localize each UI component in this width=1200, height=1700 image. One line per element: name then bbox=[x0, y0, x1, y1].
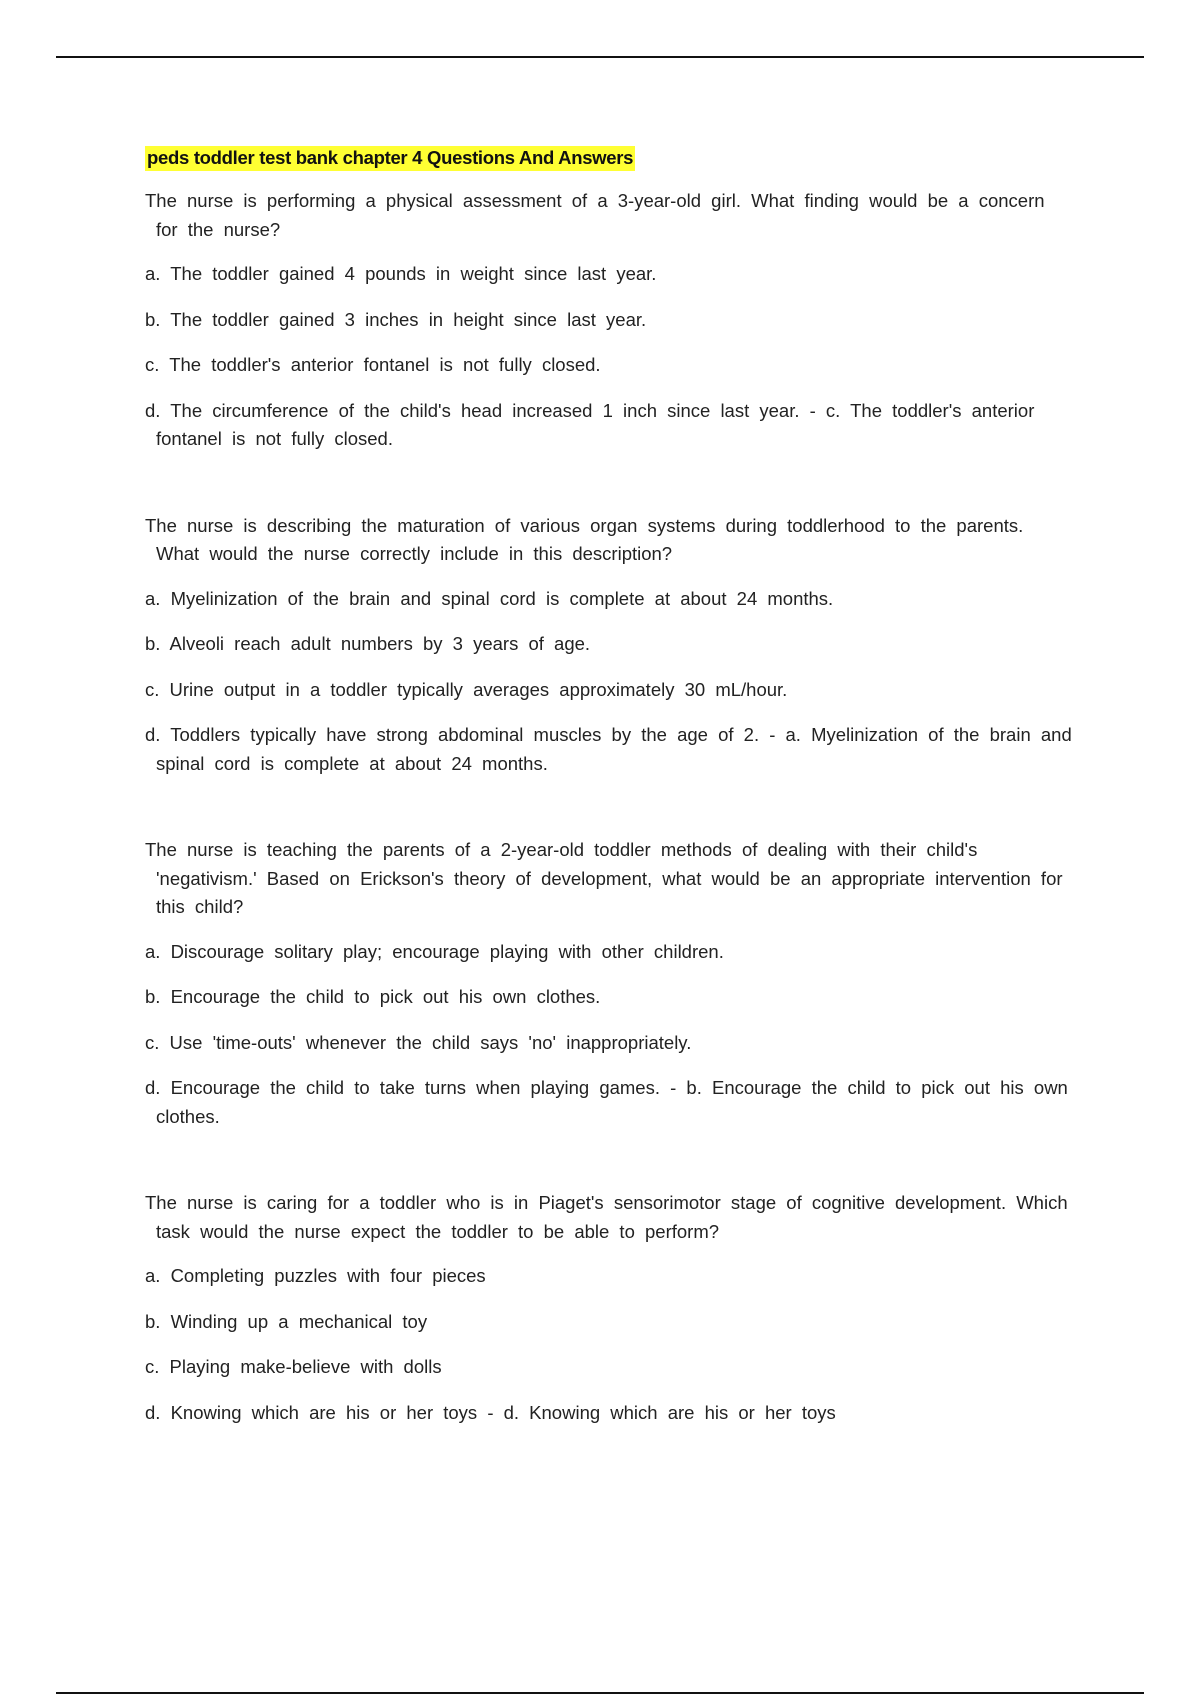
answer-option-d: d. Encourage the child to take turns when playing games. - b. Encourage the child to pick out his own clothes. bbox=[145, 1077, 1068, 1127]
answer-option-b: b. Encourage the child to pick out his own clothes. bbox=[145, 986, 601, 1007]
answer-option-b: b. The toddler gained 3 inches in height since last year. bbox=[145, 308, 647, 330]
question-stem: The nurse is caring for a toddler who is in Piaget's sensorimotor stage of cognitive development. Which task would the nurse expect the toddler to be able to perform? bbox=[145, 1192, 1068, 1242]
answer-option-d: d. Knowing which are his or her toys - d. Knowing which are his or her toys bbox=[145, 1401, 836, 1423]
answer-option-b: b. Alveoli reach adult numbers by 3 years of age. bbox=[145, 633, 591, 654]
question-stem: The nurse is describing the maturation of various organ systems during toddlerhood to the parents. What would the nurse correctly include in this description? bbox=[145, 514, 1024, 564]
answer-option-a: a. Discourage solitary play; encourage playing with other children. bbox=[145, 940, 724, 962]
top-rule bbox=[56, 56, 1144, 58]
answer-option-a: a. Completing puzzles with four pieces bbox=[145, 1265, 486, 1286]
question-stem: The nurse is teaching the parents of a 2-year-old toddler methods of dealing with their child's 'negativism.' Based on Erickson's theory of development, what would be an appropriate intervention for this child? bbox=[145, 839, 1063, 917]
question-1 bbox=[145, 187, 1075, 454]
answer-option-d: d. The circumference of the child's head increased 1 inch since last year. - c. The toddler's anterior fontanel is not fully closed. bbox=[145, 399, 1035, 449]
question-2 bbox=[145, 512, 1075, 779]
document-title: peds toddler test bank chapter 4 Questions And Answers bbox=[145, 146, 635, 171]
answer-option-c: c. Playing make-believe with dolls bbox=[145, 1356, 442, 1377]
answer-option-c: c. Use 'time-outs' whenever the child says 'no' inappropriately. bbox=[145, 1031, 692, 1053]
answer-option-d: d. Toddlers typically have strong abdominal muscles by the age of 2. - a. Myelinization of the brain and spinal cord is complete at about 24 months. bbox=[145, 724, 1072, 774]
answer-option-a: a. The toddler gained 4 pounds in weight since last year. bbox=[145, 263, 657, 284]
answer-option-b: b. Winding up a mechanical toy bbox=[145, 1310, 428, 1332]
answer-option-a: a. Myelinization of the brain and spinal cord is complete at about 24 months. bbox=[145, 587, 834, 609]
question-4 bbox=[145, 1189, 1075, 1427]
answer-option-c: c. The toddler's anterior fontanel is not fully closed. bbox=[145, 354, 601, 375]
question-stem: The nurse is performing a physical assessment of a 3-year-old girl. What finding would be a concern for the nurse? bbox=[145, 190, 1045, 240]
document-content bbox=[145, 146, 1075, 1427]
question-3 bbox=[145, 836, 1075, 1131]
answer-option-c: c. Urine output in a toddler typically averages approximately 30 mL/hour. bbox=[145, 678, 788, 700]
bottom-rule bbox=[56, 1692, 1144, 1694]
